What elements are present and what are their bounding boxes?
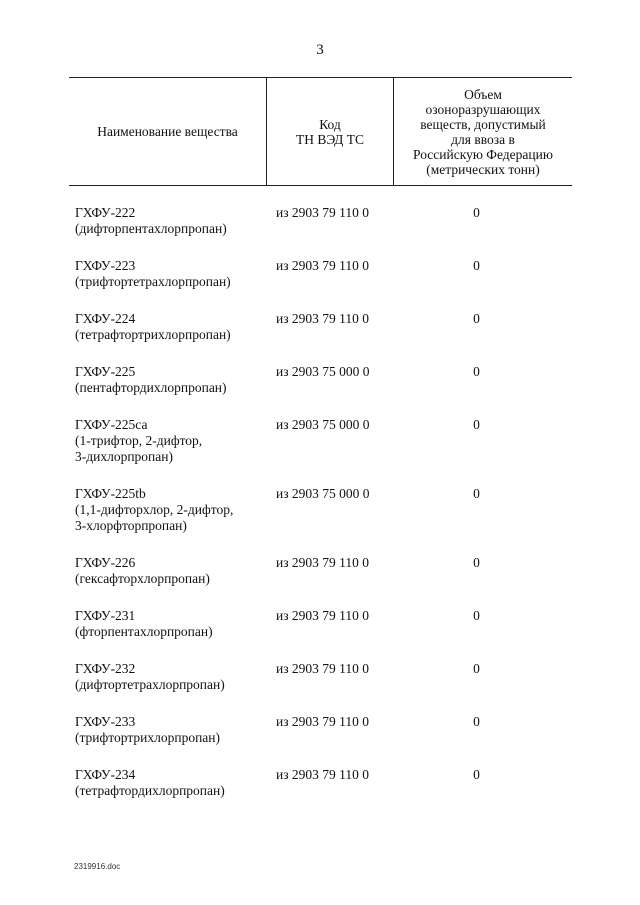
substance-code-name: ГХФУ-233 <box>75 714 136 729</box>
tn-ved-code-cell: из 2903 79 110 0 <box>276 714 370 729</box>
tn-ved-code-cell: из 2903 79 110 0 <box>276 661 370 676</box>
tn-ved-code-cell: из 2903 79 110 0 <box>276 767 370 782</box>
volume-cell: 0 <box>473 767 480 782</box>
tn-ved-code-cell: из 2903 75 000 0 <box>276 364 370 379</box>
substance-code-name: ГХФУ-224 <box>75 311 136 326</box>
table-row <box>69 767 572 799</box>
volume-cell: 0 <box>473 311 480 326</box>
table-row <box>69 258 572 290</box>
table-row <box>69 714 572 746</box>
substance-chemical-name: (1,1-дифторхлор, 2-дифтор, <box>75 502 234 517</box>
substance-code-name: ГХФУ-225 <box>75 364 136 379</box>
substance-chemical-name: (пентафтордихлорпропан) <box>75 380 227 395</box>
volume-cell: 0 <box>473 417 480 432</box>
substance-name-cell <box>69 205 274 237</box>
tn-ved-code-cell: из 2903 79 110 0 <box>276 258 370 273</box>
substance-chemical-name: (тетрафтордихлорпропан) <box>75 783 225 798</box>
substance-chemical-name: (гексафторхлорпропан) <box>75 571 210 586</box>
tn-ved-code-cell: из 2903 79 110 0 <box>276 608 370 623</box>
substance-code-name: ГХФУ-225са <box>75 417 148 432</box>
substance-name-cell <box>69 555 274 587</box>
tn-ved-code-cell: из 2903 75 000 0 <box>276 417 370 432</box>
substance-name-cell <box>69 258 274 290</box>
volume-cell: 0 <box>473 205 480 220</box>
page-number: 3 <box>316 42 324 58</box>
table-row <box>69 417 572 465</box>
tn-ved-code-cell: из 2903 79 110 0 <box>276 311 370 326</box>
table-row <box>69 661 572 693</box>
substance-chemical-name: (трифтортрихлорпропан) <box>75 730 221 745</box>
substance-name-cell <box>69 767 274 799</box>
table-row <box>69 555 572 587</box>
substance-name-cell <box>69 364 274 396</box>
volume-cell: 0 <box>473 608 480 623</box>
substance-name-cell <box>69 661 274 693</box>
volume-cell: 0 <box>473 258 480 273</box>
substance-code-name: ГХФУ-231 <box>75 608 136 623</box>
tn-ved-code-cell: из 2903 79 110 0 <box>276 555 370 570</box>
substance-name-cell <box>69 417 274 465</box>
substance-code-name: ГХФУ-225tb <box>75 486 146 501</box>
substance-name-cell <box>69 714 274 746</box>
table-header <box>69 77 572 186</box>
substance-name-cell <box>69 608 274 640</box>
header-volume: Объем озоноразрушающих веществ, допустимый для ввоза в Российскую Федерацию (метрических тонн) <box>413 86 553 177</box>
substance-chemical-name: (дифтортетрахлорпропан) <box>75 677 225 692</box>
header-code <box>267 78 394 185</box>
substance-code-name: ГХФУ-232 <box>75 661 136 676</box>
table-row <box>69 608 572 640</box>
substance-chemical-name: 3-хлорфторпропан) <box>75 518 187 533</box>
substance-chemical-name: (фторпентахлорпропан) <box>75 624 213 639</box>
table-row <box>69 205 572 237</box>
tn-ved-code-cell: из 2903 79 110 0 <box>276 205 370 220</box>
substance-code-name: ГХФУ-223 <box>75 258 136 273</box>
substance-code-name: ГХФУ-226 <box>75 555 136 570</box>
substance-chemical-name: (1-трифтор, 2-дифтор, <box>75 433 203 448</box>
table-body <box>69 205 572 799</box>
substance-chemical-name: 3-дихлорпропан) <box>75 449 173 464</box>
volume-cell: 0 <box>473 714 480 729</box>
table-row <box>69 311 572 343</box>
volume-cell: 0 <box>473 364 480 379</box>
substance-chemical-name: (трифтортетрахлорпропан) <box>75 274 231 289</box>
substance-chemical-name: (тетрафтортрихлорпропан) <box>75 327 231 342</box>
substance-chemical-name: (дифторпентахлорпропан) <box>75 221 227 236</box>
volume-cell: 0 <box>473 555 480 570</box>
table-row <box>69 486 572 534</box>
tn-ved-code-cell: из 2903 75 000 0 <box>276 486 370 501</box>
header-code-line2: ТН ВЭД ТС <box>296 131 364 147</box>
substance-name-cell <box>69 486 274 534</box>
substance-name-cell <box>69 311 274 343</box>
table-row <box>69 364 572 396</box>
document-id: 2319916.doc <box>74 862 121 871</box>
substance-code-name: ГХФУ-234 <box>75 767 136 782</box>
substances-table <box>69 77 572 799</box>
header-substance-name: Наименование вещества <box>69 78 267 185</box>
volume-cell: 0 <box>473 661 480 676</box>
header-code-line1: Код <box>319 116 341 132</box>
substance-code-name: ГХФУ-222 <box>75 205 136 220</box>
volume-cell: 0 <box>473 486 480 501</box>
